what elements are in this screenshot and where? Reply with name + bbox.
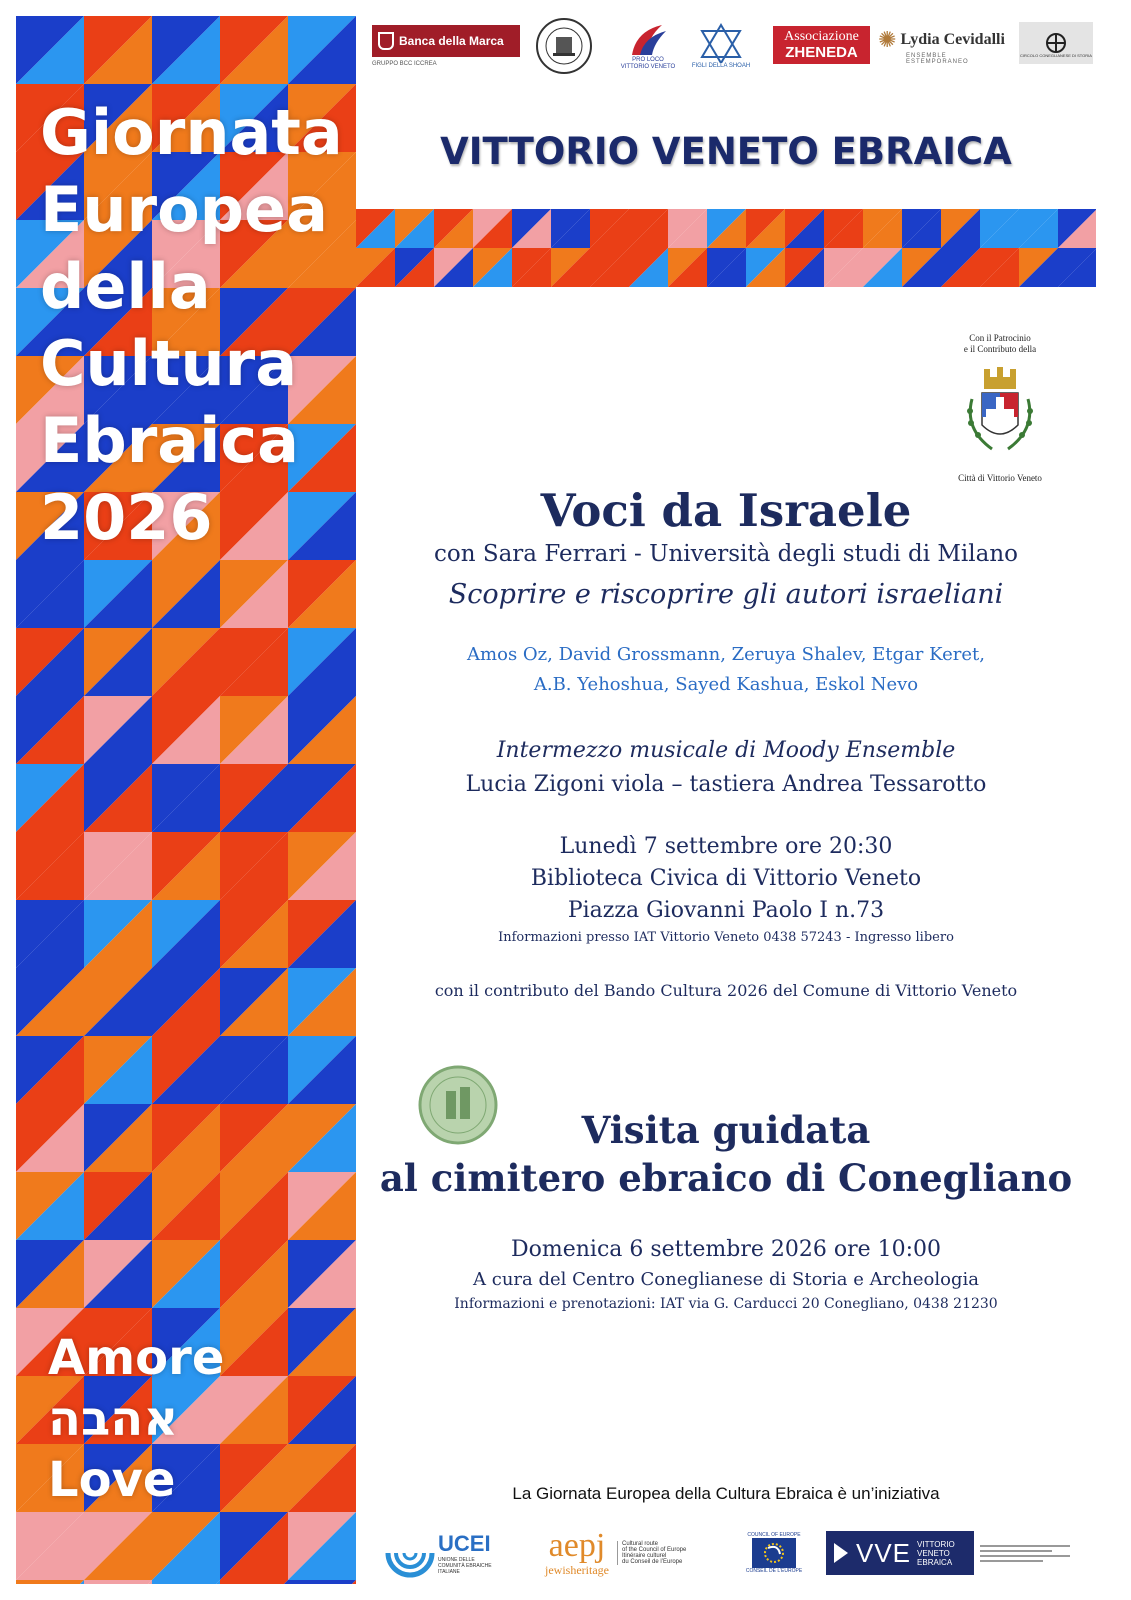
lydia-sub: ENSEMBLE ESTEMPORANEO (906, 52, 969, 65)
tagline-english: Love (48, 1452, 176, 1508)
circolo-seal-icon (535, 17, 593, 75)
aepj-sub: jewisheritage (545, 1562, 609, 1577)
event1-info: Informazioni presso IAT Vittorio Veneto 0438 57243 - Ingresso libero (498, 930, 954, 945)
zheneda-line1: Associazione (784, 29, 859, 44)
vve-name-3: EBRAICA (917, 1557, 953, 1567)
aepj-name: aepj (548, 1526, 606, 1564)
circolo-vittoriese-logo (534, 20, 594, 72)
banca-sub: GRUPPO BCC ICCREA (372, 61, 437, 67)
aepj-route-4: du Conseil de l’Europe (621, 1559, 683, 1565)
aepj-route-3: Itinéraire culturel (621, 1553, 667, 1559)
coe-bottom: CONSEIL DE L'EUROPE (745, 1568, 803, 1574)
event2-info: Informazioni e prenotazioni: IAT via G. Carducci 20 Conegliano, 0438 21230 (454, 1296, 998, 1312)
event-banner (16, 16, 356, 1584)
pattern-triangle (288, 1580, 356, 1584)
event1-subtitle: Scoprire e riscoprire gli autori israeliani (448, 579, 1004, 610)
patronage-line1: Con il Patrocinio (969, 333, 1031, 343)
vve-name-1: VITTORIO (917, 1539, 955, 1549)
pattern-triangle (152, 1580, 220, 1584)
ucei-waves-icon (382, 1525, 438, 1581)
event1-music-players: Lucia Zigoni viola – tastiera Andrea Tessarotto (465, 772, 987, 797)
circolo-conegliano-logo (1019, 22, 1093, 64)
coe-top: COUNCIL OF EUROPE (747, 1532, 801, 1538)
event1-authors-line2: A.B. Yehoshua, Sayed Kashua, Eskol Nevo (533, 674, 919, 695)
proloco-flag-icon (626, 21, 670, 57)
pattern-triangle (16, 1580, 84, 1584)
event1-venue: Biblioteca Civica di Vittorio Veneto (530, 866, 922, 891)
tagline-hebrew: אהבה (48, 1391, 179, 1447)
proloco-name: PRO LOCO VITTORIO VENETO (620, 57, 676, 70)
event2-title-line2: al cimitero ebraico di Conegliano (379, 1156, 1073, 1200)
aepj-route-2: of the Council of Europe (621, 1547, 687, 1553)
event1-title: Voci da Israele (540, 484, 912, 537)
event1-address: Piazza Giovanni Paolo I n.73 (567, 898, 885, 923)
banner-title-line: Cultura (40, 327, 298, 400)
tagline-italian: Amore (48, 1330, 225, 1386)
banner-title-line: Ebraica (40, 404, 299, 477)
lydia-name: Lydia Cevidalli (900, 31, 1005, 48)
event2-curator: A cura del Centro Coneglianese di Storia e Archeologia (473, 1269, 979, 1290)
pattern-triangle (220, 1580, 288, 1584)
patronage-city: Città di Vittorio Veneto (958, 473, 1042, 483)
vve-chevron-icon (834, 1543, 848, 1563)
strip-pattern (356, 209, 1096, 287)
banner-tagline (48, 1328, 224, 1511)
vittorio-veneto-ebraica-logo (826, 1522, 1076, 1584)
event1-speaker: con Sara Ferrari - Università degli studi di Milano (433, 541, 1019, 567)
header-title: VITTORIO VENETO EBRAICA (440, 130, 1012, 173)
lydia-cevidalli-logo (878, 20, 1012, 72)
footer-initiative-note: La Giornata Europea della Cultura Ebraica è un’iniziativa (512, 1484, 940, 1503)
vve-small-text (980, 1542, 1070, 1565)
event1-music-title: Intermezzo musicale di Moody Ensemble (496, 738, 956, 763)
banca-della-marca-logo (372, 20, 522, 72)
event1-contribution: con il contributo del Bando Cultura 2026 del Comune di Vittorio Veneto (434, 981, 1018, 1000)
banner-title-line: Giornata (40, 96, 343, 169)
banner-title-line: 2026 (40, 481, 213, 554)
event1-date: Lunedì 7 settembre ore 20:30 (559, 834, 893, 859)
banner-title (40, 94, 343, 556)
figli-della-shoah-logo (690, 20, 752, 72)
ucei-sub: UNIONE DELLE COMUNITÀ EBRAICHE ITALIANE (438, 1557, 492, 1575)
aepj-route-1: Cultural route (621, 1541, 659, 1547)
event2-date: Domenica 6 settembre 2026 ore 10:00 (510, 1237, 942, 1262)
lydia-flower-icon: ✺ (878, 27, 897, 53)
patronage-line2: e il Contributo della (963, 344, 1037, 354)
coe-stars-icon (752, 1538, 796, 1568)
vve-abbr: VVE (856, 1537, 912, 1568)
event1-authors-line1: Amos Oz, David Grossmann, Zeruya Shalev, Etgar Keret, (467, 644, 985, 665)
circolo2-name: CIRCOLO CONEGLIANESE DI STORIA (1020, 52, 1092, 58)
aepj-logo (545, 1522, 735, 1584)
proloco-logo (618, 20, 678, 72)
vve-name-2: VENETO (917, 1548, 950, 1558)
banca-name: Banca della Marca (399, 34, 504, 48)
header-pattern-strip (356, 209, 1096, 287)
event2-title-line1: Visita guidata (581, 1108, 871, 1152)
banner-title-line: della (40, 250, 211, 323)
banner-title-line: Europea (40, 173, 328, 246)
ucei-logo (382, 1522, 512, 1584)
zheneda-logo (773, 26, 870, 64)
banca-shield-icon (378, 32, 394, 50)
zheneda-line2: ZHENEDA (785, 44, 858, 61)
city-coat-of-arms-icon (952, 359, 1048, 467)
wheel-icon (1041, 29, 1071, 53)
star-of-david-icon (698, 23, 744, 63)
pattern-triangle (84, 1580, 152, 1584)
figli-name: FIGLI DELLA SHOAH (691, 63, 751, 69)
patronage-block (930, 333, 1070, 484)
ucei-name: UCEI (438, 1531, 491, 1556)
council-of-europe-logo (744, 1522, 804, 1584)
